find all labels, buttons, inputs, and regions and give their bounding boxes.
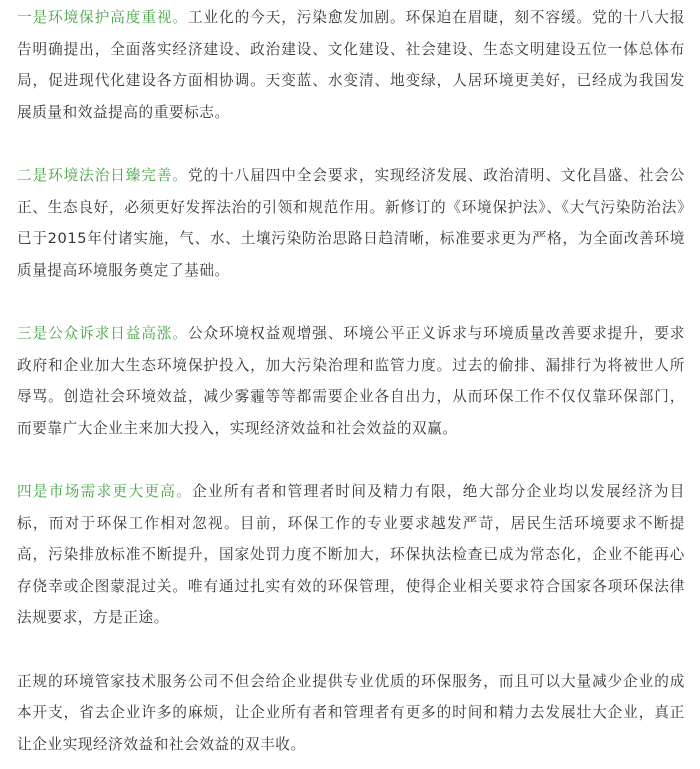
paragraph-market-demand bbox=[17, 476, 685, 634]
paragraph-heading: 一是环境保护高度重视。 bbox=[17, 9, 188, 26]
paragraph-conclusion bbox=[17, 666, 685, 761]
paragraph-public-demand bbox=[17, 318, 685, 444]
paragraph-text: 党的十八届四中全会要求，实现经济发展、政治清明、文化昌盛、社会公正、生态良好，必须更好发挥法治的引领和规范作用。新修订的《环境保护法》、《大气污染防治法》已于2015年付诸实施，气、水、土壤污染防治思路日趋清晰，标准要求更为严格，为全面改善环境质量提高环境服务奠定了基础。 bbox=[17, 167, 686, 279]
paragraph-text: 企业所有者和管理者时间及精力有限，绝大部分企业均以发展经济为目标，而对于环保工作相对忽视。目前，环保工作的专业要求越发严苛，居民生活环境要求不断提高，污染排放标准不断提升，国家处罚力度不断加大，环保执法检查已成为常态化，企业不能再心存侥幸或企图蒙混过关。唯有通过扎实有效的环保管理，使得企业相关要求符合国家各项环保法律法规要求，方是正途。 bbox=[17, 483, 685, 626]
paragraph-text: 公众环境权益观增强、环境公平正义诉求与环境质量改善要求提升，要求政府和企业加大生态环境保护投入，加大污染治理和监管力度。过去的偷排、漏排行为将被世人所辱骂。创造社会环境效益，减少雾霾等等都需要企业各自出力，从而环保工作不仅仅靠环保部门，而要靠广大企业主来加大投入，实现经济效益和社会效益的双赢。 bbox=[17, 325, 686, 437]
paragraph-text: 工业化的今天，污染愈发加剧。环保迫在眉睫，刻不容缓。党的十八大报告明确提出，全面落实经济建设、政治建设、文化建设、社会建设、生态文明建设五位一体总体布局，促进现代化建设各方面相协调。天变蓝、水变清、地变绿，人居环境更美好，已经成为我国发展质量和效益提高的重要标志。 bbox=[17, 9, 686, 121]
paragraph-environmental-protection bbox=[17, 2, 685, 128]
paragraph-environmental-law bbox=[17, 160, 685, 286]
paragraph-heading: 二是环境法治日臻完善。 bbox=[17, 167, 188, 184]
paragraph-heading: 四是市场需求更大更高。 bbox=[17, 483, 193, 500]
paragraph-text: 正规的环境管家技术服务公司不但会给企业提供专业优质的环保服务，而且可以大量减少企业的成本开支，省去企业许多的麻烦，让企业所有者和管理者有更多的时间和精力去发展壮大企业，真正让企业实现经济效益和社会效益的双丰收。 bbox=[17, 672, 685, 753]
paragraph-heading: 三是公众诉求日益高涨。 bbox=[17, 325, 188, 342]
